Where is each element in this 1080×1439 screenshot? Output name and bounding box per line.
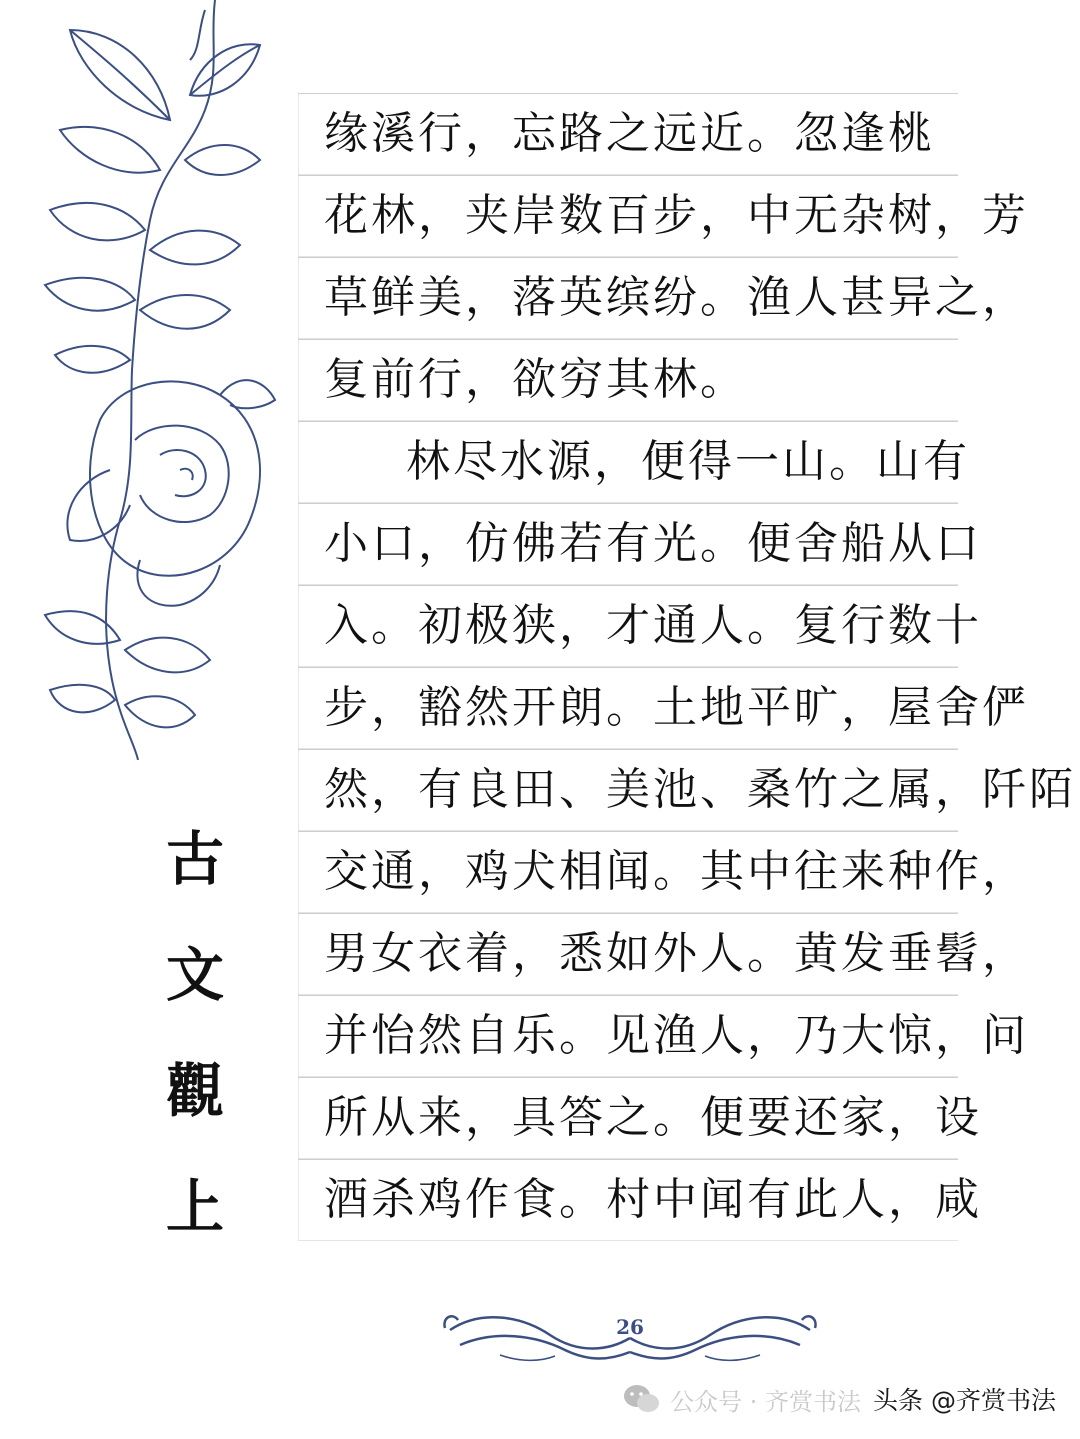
- text-line: [298, 1159, 982, 1241]
- line-text: 然，有良田、美池、桑竹之属，阡陌: [324, 764, 1076, 815]
- line-text: 林尽水源，便得一山。山有: [406, 436, 970, 487]
- vertical-title-char: 觀: [165, 1057, 224, 1125]
- text-line: [298, 175, 1029, 257]
- line-text: 交通，鸡犬相闻。其中往来种作，: [324, 846, 1029, 897]
- vertical-title-char: 上: [165, 1173, 224, 1241]
- text-line: [298, 421, 970, 503]
- footer-ornament: [440, 1300, 820, 1380]
- text-line: [298, 1077, 982, 1159]
- text-line: [298, 503, 982, 585]
- line-text: 男女衣着，悉如外人。黄发垂髫，: [324, 928, 1029, 979]
- watermark: [622, 1381, 1056, 1417]
- vertical-title-char: 古: [165, 825, 224, 893]
- watermark-ghost-text: 公众号 · 齐赏书法: [670, 1387, 862, 1416]
- text-line: [298, 831, 1029, 913]
- text-line: [298, 667, 1029, 749]
- vertical-title-char: 文: [165, 941, 224, 1009]
- vertical-title: [150, 825, 240, 1294]
- wechat-icon: [622, 1382, 662, 1416]
- text-line: [298, 913, 1029, 995]
- line-text: 小口，仿佛若有光。便舍船从口: [324, 518, 982, 569]
- line-text: 步，豁然开朗。土地平旷，屋舍俨: [324, 682, 1029, 733]
- line-text: 入。初极狭，才通人。复行数十: [324, 600, 982, 651]
- text-line: [298, 995, 1029, 1077]
- page-number: 26: [616, 1315, 644, 1339]
- text-line: [298, 585, 982, 667]
- text-line: [298, 749, 1076, 831]
- line-text: 并怡然自乐。见渔人，乃大惊，问: [324, 1010, 1029, 1061]
- text-line: [298, 257, 1029, 339]
- ruled-text-sheet: [298, 93, 1076, 1241]
- line-text: 所从来，具答之。便要还家，设: [324, 1092, 982, 1143]
- text-line: [298, 339, 958, 421]
- line-text: 酒杀鸡作食。村中闻有此人，咸: [324, 1174, 982, 1225]
- line-text: 复前行，欲穷其林。: [324, 354, 747, 405]
- watermark-text: 头条 @齐赏书法: [873, 1386, 1056, 1415]
- line-text: 缘溪行，忘路之远近。忽逢桃: [324, 108, 935, 159]
- line-text: 花林，夹岸数百步，中无杂树，芳: [324, 190, 1029, 241]
- line-text: 草鲜美，落英缤纷。渔人甚异之，: [324, 272, 1029, 323]
- text-line: [298, 93, 958, 175]
- floral-ornament: [40, 0, 280, 760]
